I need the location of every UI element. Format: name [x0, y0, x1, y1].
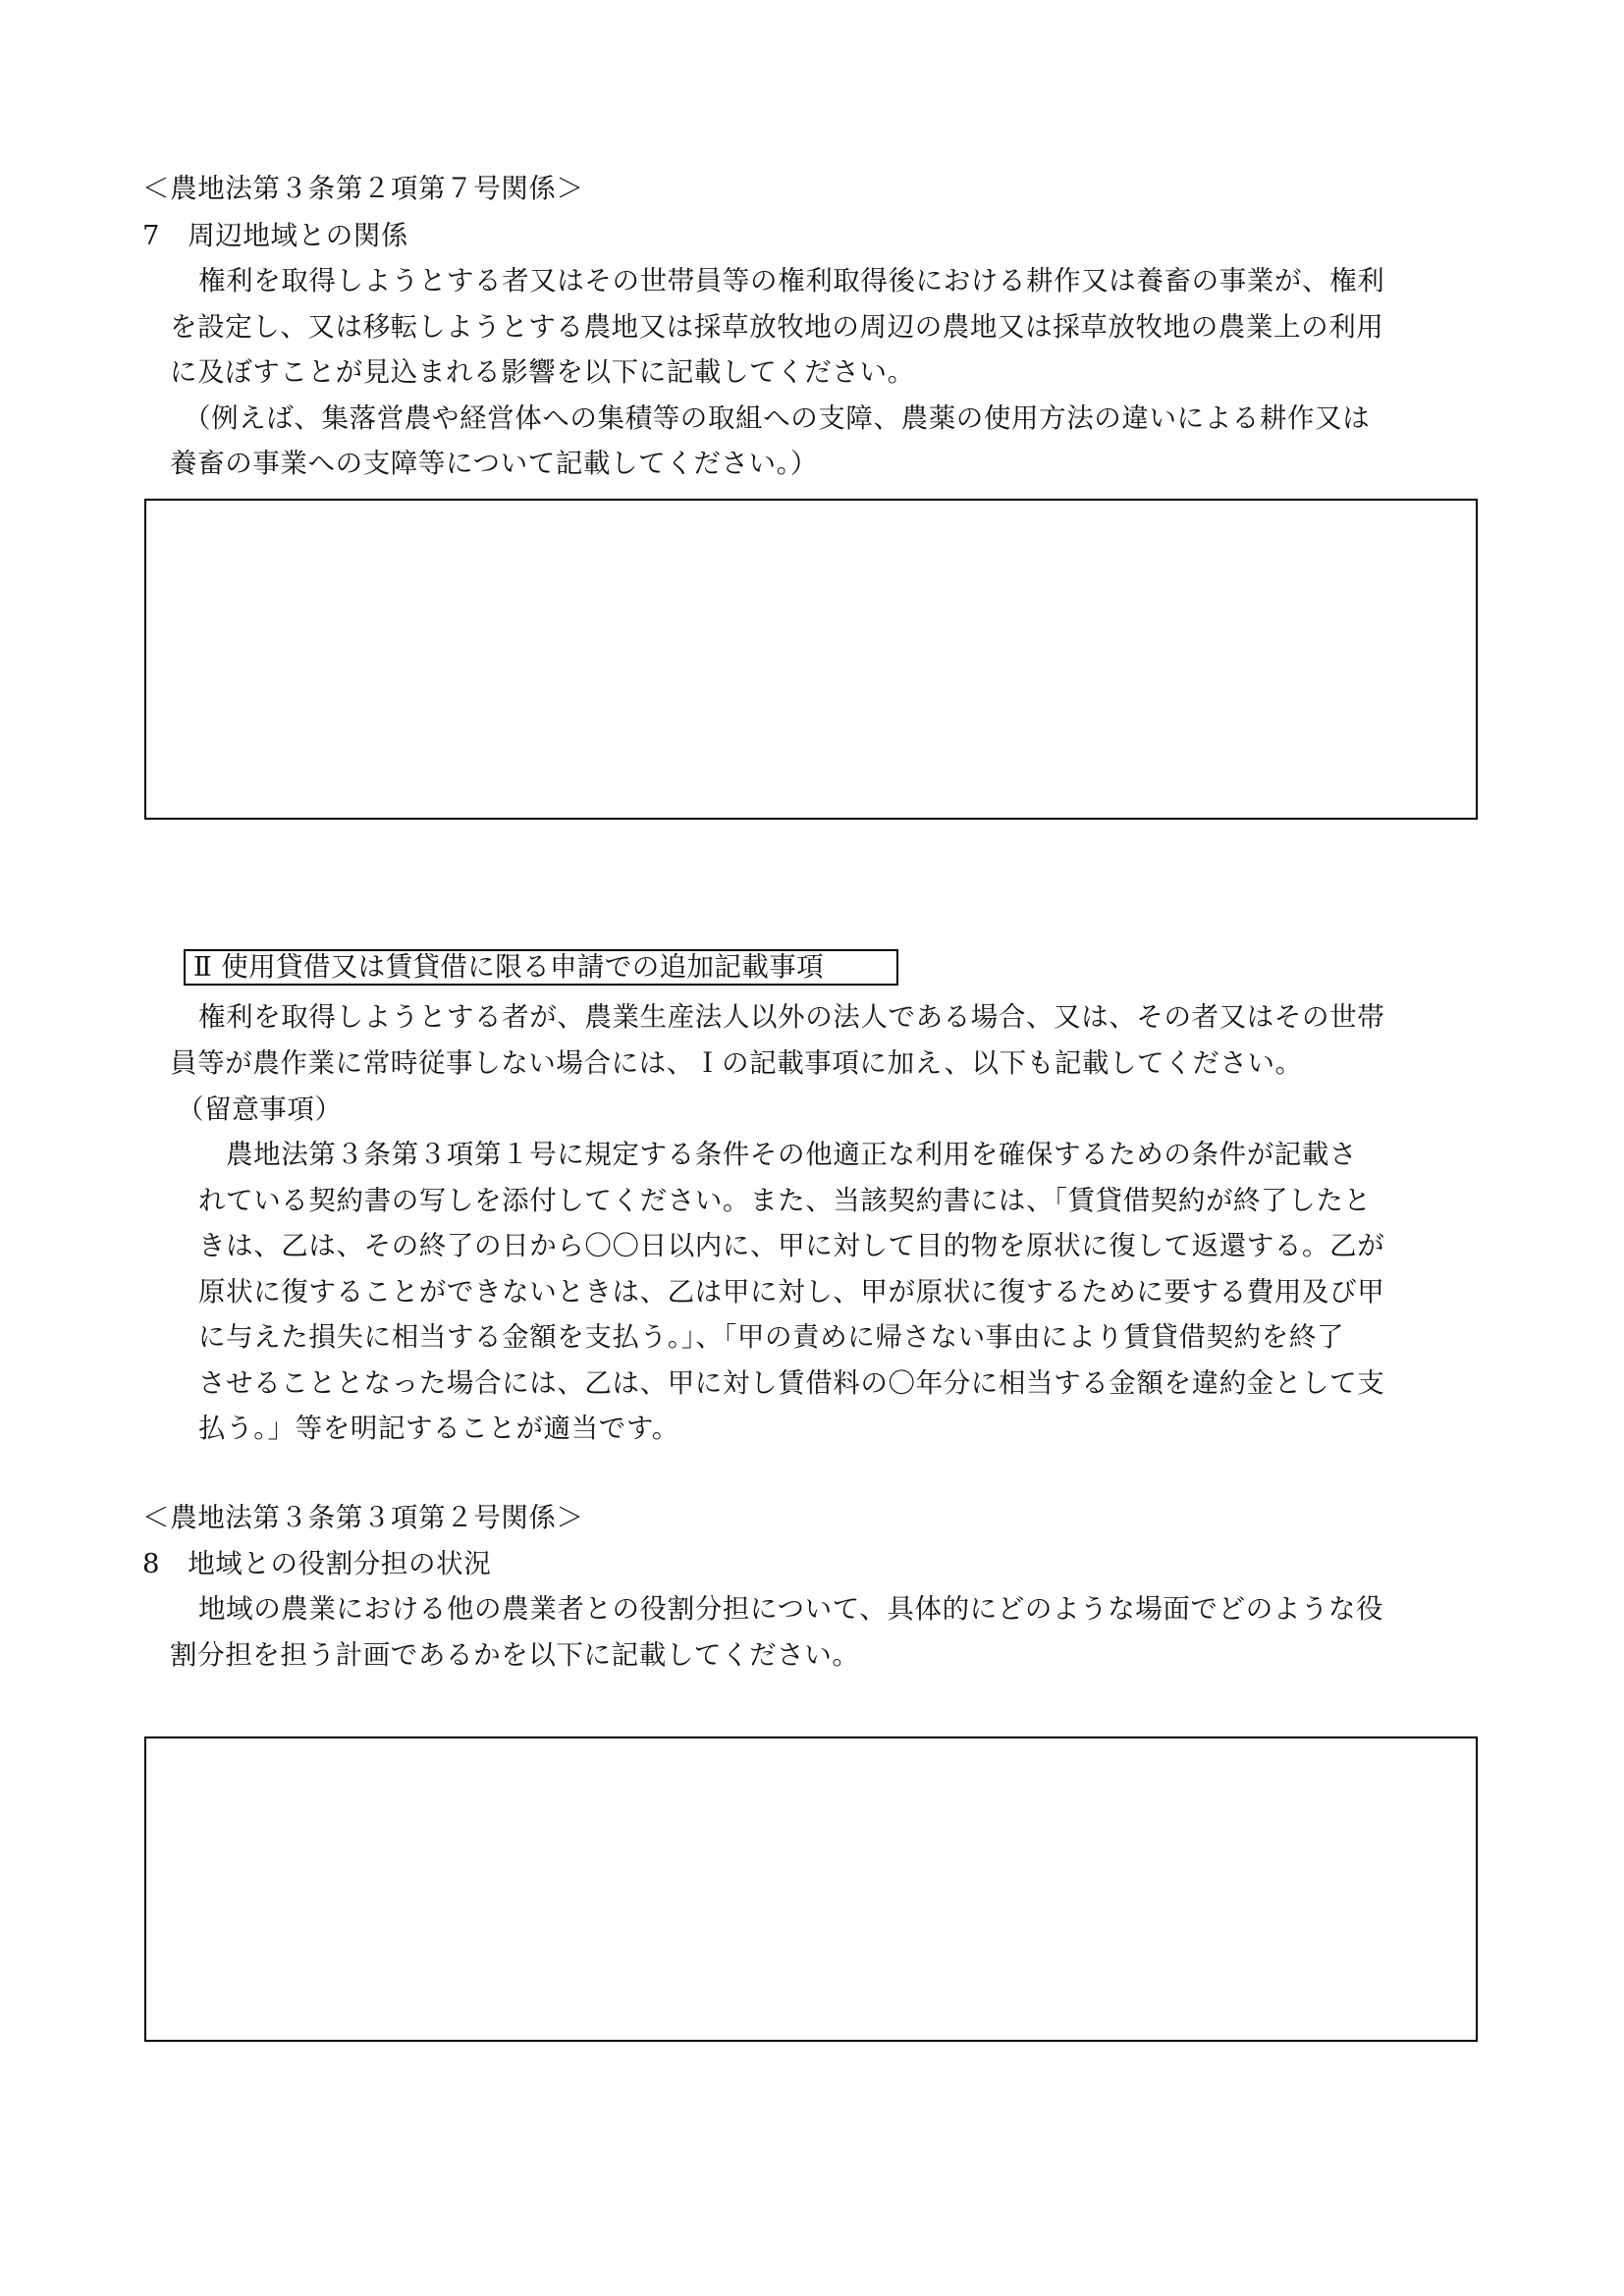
- section-7-body-line-1: 権利を取得しようとする者又はその世帯員等の権利取得後における耕作又は養畜の事業が、権利: [198, 265, 1385, 296]
- section-8-title: 8 地域との役割分担の状況: [142, 1548, 492, 1579]
- section-7-body-line-3: に及ぼすことが見込まれる影響を以下に記載してください。: [170, 356, 915, 388]
- section-7-law-reference: ＜農地法第３条第２項第７号関係＞: [142, 173, 584, 204]
- note-line-5: に与えた損失に相当する金額を支払う。」、「甲の責めに帰さない事由により賃貸借契約を終了: [198, 1321, 1345, 1353]
- note-title: （留意事項）: [177, 1094, 343, 1125]
- section-7-example-line-1: （例えば、集落営農や経営体への集積等の取組への支障、農薬の使用方法の違いによる耕作又は: [184, 402, 1371, 434]
- section-8-law-reference: ＜農地法第３条第３項第２号関係＞: [142, 1502, 584, 1533]
- section-2-label: Ⅱ 使用貸借又は賃貸借に限る申請での追加記載事項: [193, 951, 825, 983]
- section-7-answer-box[interactable]: [144, 499, 1478, 820]
- section-2-label-box: [184, 949, 898, 986]
- section-8-body-line-1: 地域の農業における他の農業者との役割分担について、具体的にどのような場面でどのような役: [198, 1593, 1384, 1625]
- note-line-6: させることとなった場合には、乙は、甲に対し賃借料の〇年分に相当する金額を違約金として支: [198, 1367, 1385, 1399]
- note-line-7: 払う。」等を明記することが適当です。: [198, 1413, 679, 1444]
- section-7-example-line-2: 養畜の事業への支障等について記載してください。）: [170, 448, 819, 479]
- section-7-title: 7 周辺地域との関係: [142, 220, 408, 251]
- note-line-2: れている契約書の写しを添付してください。また、当該契約書には、「賃貸借契約が終了したと: [198, 1185, 1372, 1216]
- section-2-body-line-1: 権利を取得しようとする者が、農業生産法人以外の法人である場合、又は、その者又はその世帯: [198, 1001, 1385, 1033]
- note-line-4: 原状に復することができないときは、乙は甲に対し、甲が原状に復するために要する費用及び甲: [198, 1276, 1385, 1308]
- section-8-answer-box[interactable]: [144, 1736, 1478, 2042]
- section-2-body-line-2: 員等が農作業に常時従事しない場合には、Ｉの記載事項に加え、以下も記載してください。: [170, 1047, 1303, 1079]
- note-line-1: 農地法第３条第３項第１号に規定する条件その他適正な利用を確保するための条件が記載さ: [226, 1139, 1358, 1170]
- section-7-body-line-2: を設定し、又は移転しようとする農地又は採草放牧地の周辺の農地又は採草放牧地の農業上の利用: [170, 311, 1384, 343]
- section-8-body-line-2: 割分担を担う計画であるかを以下に記載してください。: [170, 1639, 860, 1671]
- note-line-3: きは、乙は、その終了の日から〇〇日以内に、甲に対して目的物を原状に復して返還する。乙が: [198, 1230, 1385, 1261]
